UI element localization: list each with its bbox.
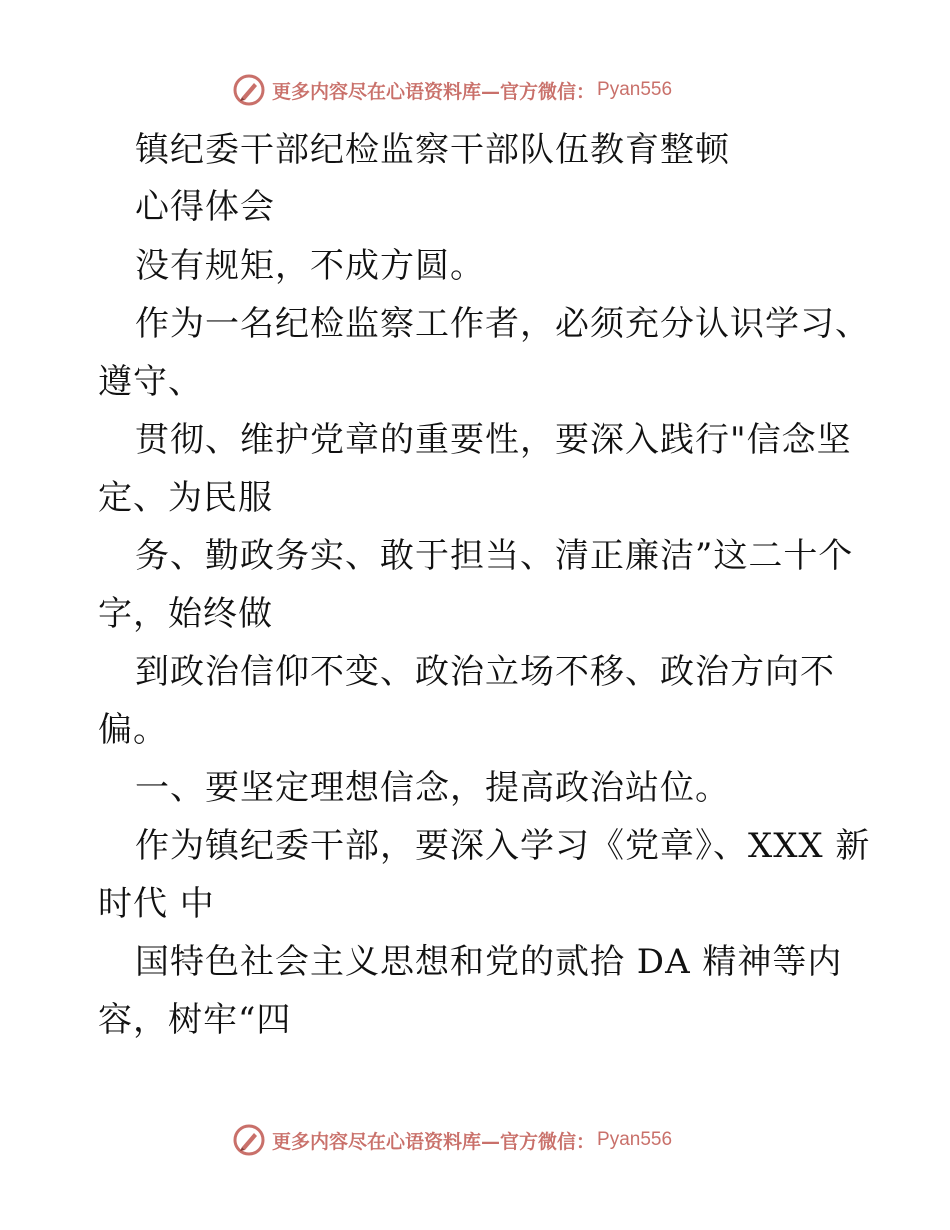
doc-paragraph-line: 作为一名纪检监察工作者，必须充分认识学习、 bbox=[135, 304, 870, 344]
doc-paragraph-line: 容，树牢“四 bbox=[98, 1000, 292, 1040]
doc-paragraph-line: 作为镇纪委干部，要深入学习《党章》、XXX 新 bbox=[135, 826, 871, 866]
footer-banner bbox=[232, 1122, 672, 1158]
doc-paragraph-line: 贯彻、维护党章的重要性，要深入践行"信念坚 bbox=[135, 420, 852, 460]
pen-logo-icon bbox=[232, 1123, 266, 1157]
doc-paragraph-line: 遵守、 bbox=[98, 362, 203, 402]
footer-banner-text: 更多内容尽在心语资料库—官方微信： bbox=[272, 1130, 596, 1153]
doc-paragraph-line: 到政治信仰不变、政治立场不移、政治方向不 bbox=[135, 652, 835, 692]
doc-section-heading: 一、要坚定理想信念，提高政治站位。 bbox=[135, 768, 730, 808]
doc-title-line-2: 心得体会 bbox=[135, 187, 275, 227]
doc-paragraph-line: 务、勤政务实、敢于担当、清正廉洁”这二十个 bbox=[135, 536, 854, 576]
header-wechat-id: Pyan556 bbox=[597, 79, 673, 100]
header-banner-text: 更多内容尽在心语资料库—官方微信： bbox=[272, 80, 596, 103]
doc-paragraph-line: 偏。 bbox=[98, 710, 168, 750]
pen-logo-icon bbox=[232, 73, 266, 107]
doc-paragraph-line: 国特色社会主义思想和党的贰拾 DA 精神等内 bbox=[135, 942, 843, 982]
footer-wechat-id: Pyan556 bbox=[597, 1129, 673, 1150]
header-banner bbox=[232, 72, 672, 108]
doc-title-line-1: 镇纪委干部纪检监察干部队伍教育整顿 bbox=[135, 130, 730, 170]
doc-paragraph-line: 字，始终做 bbox=[98, 594, 273, 634]
doc-paragraph-line: 时代 中 bbox=[98, 884, 215, 924]
doc-paragraph-line: 没有规矩，不成方圆。 bbox=[135, 246, 485, 286]
doc-paragraph-line: 定、为民服 bbox=[98, 478, 273, 518]
